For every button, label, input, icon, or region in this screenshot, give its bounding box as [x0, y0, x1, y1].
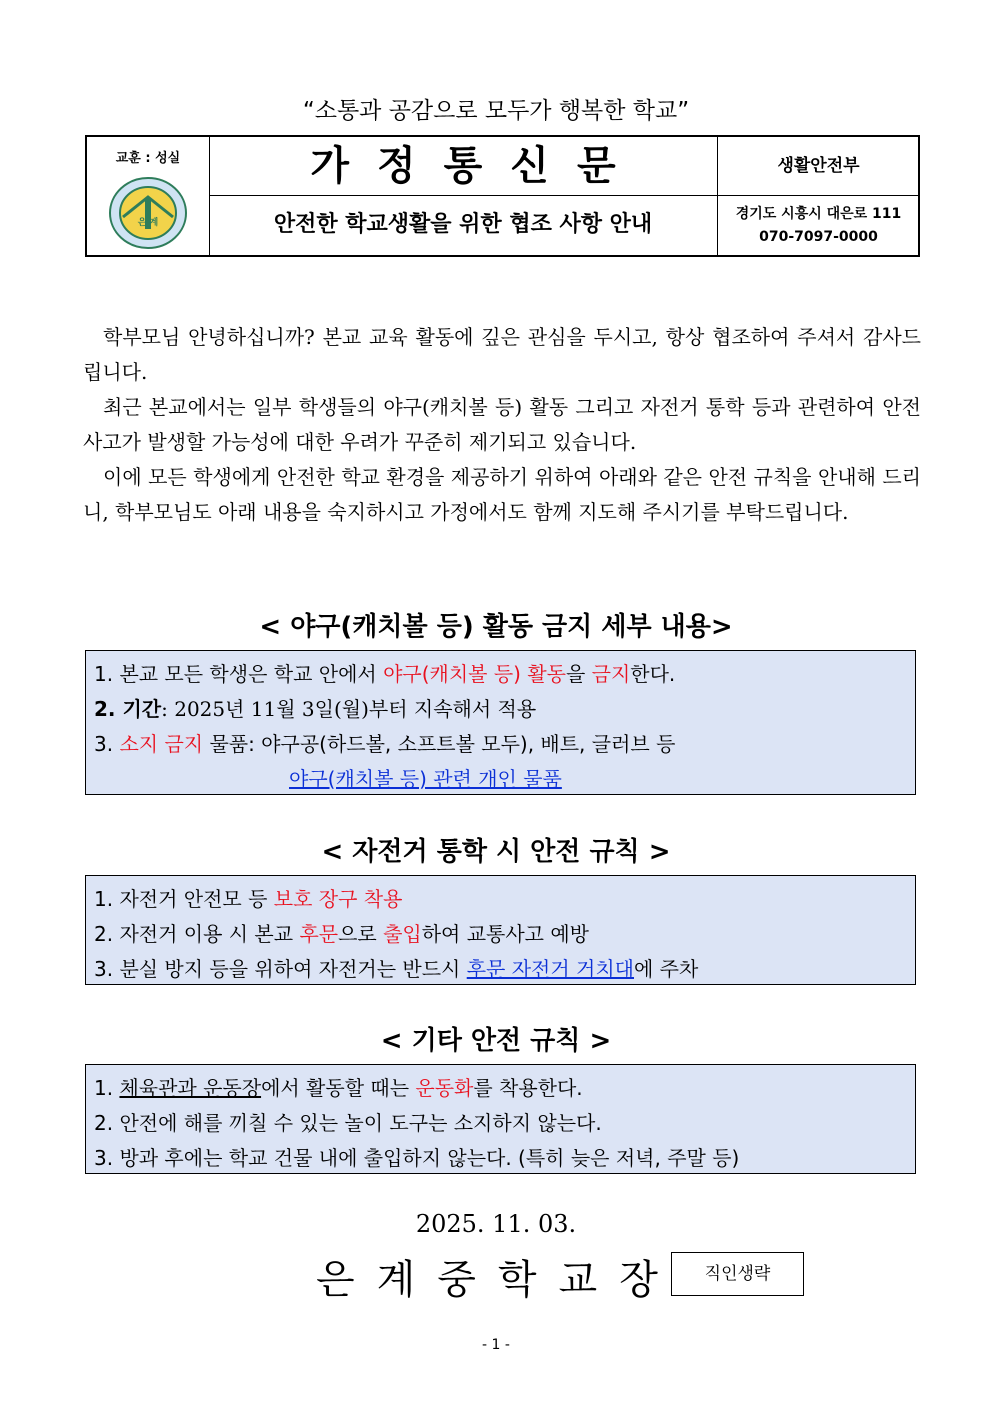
section-title-other: < 기타 안전 규칙 > — [380, 1026, 612, 1056]
rule-item: 2. 안전에 해를 끼칠 수 있는 놀이 도구는 소지하지 않는다. — [94, 1111, 602, 1135]
logo-text: 은 계 — [137, 218, 159, 228]
rule-item: 2. 자전거 이용 시 본교 후문으로 출입하여 교통사고 예방 — [94, 922, 589, 946]
rule-item: 3. 분실 방지 등을 위하여 자전거는 반드시 후문 자전거 거치대에 주차 — [94, 957, 699, 981]
body-paragraph: 학부모님 안녕하십니까? 본교 교육 활동에 깊은 관심을 두시고, 항상 협조하여 주셔서 감사드립니다. — [83, 325, 921, 384]
seal-omitted-box: 직인생략 — [671, 1252, 804, 1296]
contact-cell — [717, 137, 919, 255]
rule-item: 3. 소지 금지 물품: 야구공(하드볼, 소프트볼 모두), 배트, 글러브 등 — [94, 732, 676, 756]
newsletter-subtitle: 안전한 학교생활을 위한 협조 사항 안내 — [273, 212, 653, 237]
rule-item: 1. 본교 모든 학생은 학교 안에서 야구(캐치볼 등) 활동을 금지한다. — [94, 662, 676, 686]
page-number: - 1 - — [482, 1337, 510, 1353]
letter-body — [83, 320, 921, 530]
rule-item: 1. 자전거 안전모 등 보호 장구 착용 — [94, 887, 403, 911]
rule-item: 1. 체육관과 운동장에서 활동할 때는 운동화를 착용한다. — [94, 1076, 583, 1100]
school-phone: 070-7097-0000 — [759, 229, 878, 245]
body-paragraph: 최근 본교에서는 일부 학생들의 야구(캐치볼 등) 활동 그리고 자전거 통학 등과 관련하여 안전사고가 발생할 가능성에 대한 우려가 꾸준히 제기되고 있습니다. — [83, 395, 921, 454]
other-rules-box — [85, 1064, 916, 1174]
rule-item: 야구(캐치볼 등) 관련 개인 물품 — [289, 767, 562, 791]
issue-date: 2025. 11. 03. — [415, 1210, 577, 1238]
section-title-bicycle: < 자전거 통학 시 안전 규칙 > — [321, 837, 671, 867]
rule-item: 2. 기간: 2025년 11월 3일(월)부터 지속해서 적용 — [94, 697, 537, 721]
bicycle-rules-box — [85, 875, 916, 985]
school-logo-icon — [109, 177, 187, 249]
motto-cell — [87, 137, 210, 255]
principal-signature: 은계중학교장 — [316, 1257, 680, 1303]
newsletter-title: 가정통신문 — [209, 137, 717, 196]
body-paragraph: 이에 모든 학생에게 안전한 학교 환경을 제공하기 위하여 아래와 같은 안전 규칙을 안내해 드리니, 학부모님도 아래 내용을 숙지하시고 가정에서도 함께 지도해 주시기를 부탁드립니다. — [83, 465, 921, 524]
baseball-rules-box — [85, 650, 916, 795]
rule-item: 3. 방과 후에는 학교 건물 내에 출입하지 않는다. (특히 늦은 저녁, 주말 등) — [94, 1146, 740, 1170]
department: 생활안전부 — [718, 137, 919, 196]
school-address: 경기도 시흥시 대은로 111 — [735, 206, 902, 222]
school-motto: 교훈 : 성실 — [115, 151, 181, 166]
section-title-baseball: < 야구(캐치볼 등) 활동 금지 세부 내용> — [259, 612, 733, 642]
newsletter-header — [85, 135, 920, 257]
school-slogan: “소통과 공감으로 모두가 행복한 학교” — [302, 98, 690, 124]
